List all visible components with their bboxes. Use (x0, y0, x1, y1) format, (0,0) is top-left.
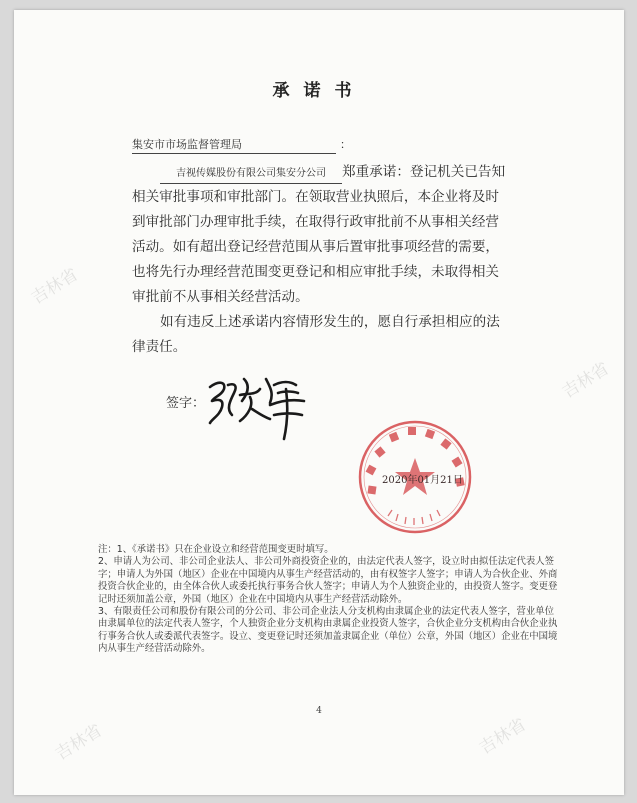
note-item: 3、有限责任公司和股份有限公司的分公司、非公司企业法人分支机构由隶属企业的法定代表人签字，营业单位由隶属单位的法定代表人签字，个人独资企业分支机构由隶属企业投资人签字，合伙企业分支机构由合伙企业执行事务合伙人或委派代表签字。设立、变更登记时还须加盖隶属企业（单位）公章，外国（地区）企业在中国境内从事生产经营活动除外。 (98, 606, 558, 655)
commitment-paragraph-1 (132, 160, 510, 310)
page-number: 4 (316, 706, 322, 716)
commitment-body (132, 160, 510, 360)
commitment-paragraph-2: 如有违反上述承诺内容情形发生的，愿自行承担相应的法律责任。 (132, 314, 500, 355)
sign-label: 签字： (166, 396, 206, 411)
handwritten-signature (204, 365, 324, 445)
watermark: 吉林省 (27, 264, 82, 309)
document-title: 承诺书 (272, 81, 366, 101)
addressee-colon: ： (340, 138, 351, 151)
notes-section (98, 544, 558, 656)
watermark: 吉林省 (51, 720, 106, 765)
addressee-line (132, 136, 351, 154)
note-item: 注：1、《承诺书》只在企业设立和经营范围变更时填写。 (98, 544, 334, 555)
document-page (14, 10, 624, 795)
sign-date: 2020年01月21日 (382, 475, 463, 486)
note-item: 2、申请人为公司、非公司企业法人、非公司外商投资企业的，由法定代表人签字，设立时由拟任法定代表人签字；申请人为外国（地区）企业在中国境内从事生产经营活动的，由有权签字人签字；申请人为合伙企业、外商投资合伙企业的，由全体合伙人或委托执行事务合伙人签字；申请人为个人独资企业的，由投资人签字。变更登记时还须加盖公章，外国（地区）企业在中国境内从事生产经营活动除外。 (98, 556, 558, 605)
company-name: 吉视传媒股份有限公司集安分公司 (160, 165, 342, 184)
watermark: 吉林省 (558, 358, 613, 403)
watermark: 吉林省 (475, 714, 530, 759)
commitment-text: 郑重承诺：登记机关已告知相关审批事项和审批部门。在领取营业执照后，本企业将及时到审批部门办理审批手续，在取得行政审批前不从事相关经营活动。如有超出登记经营范围从事后置审批事项经营的需要，也将先行办理经营范围变更登记和相应审批手续，未取得相关审批前不从事相关经营活动。 (132, 164, 506, 305)
addressee-name: 集安市市场监督管理局 (132, 136, 336, 154)
